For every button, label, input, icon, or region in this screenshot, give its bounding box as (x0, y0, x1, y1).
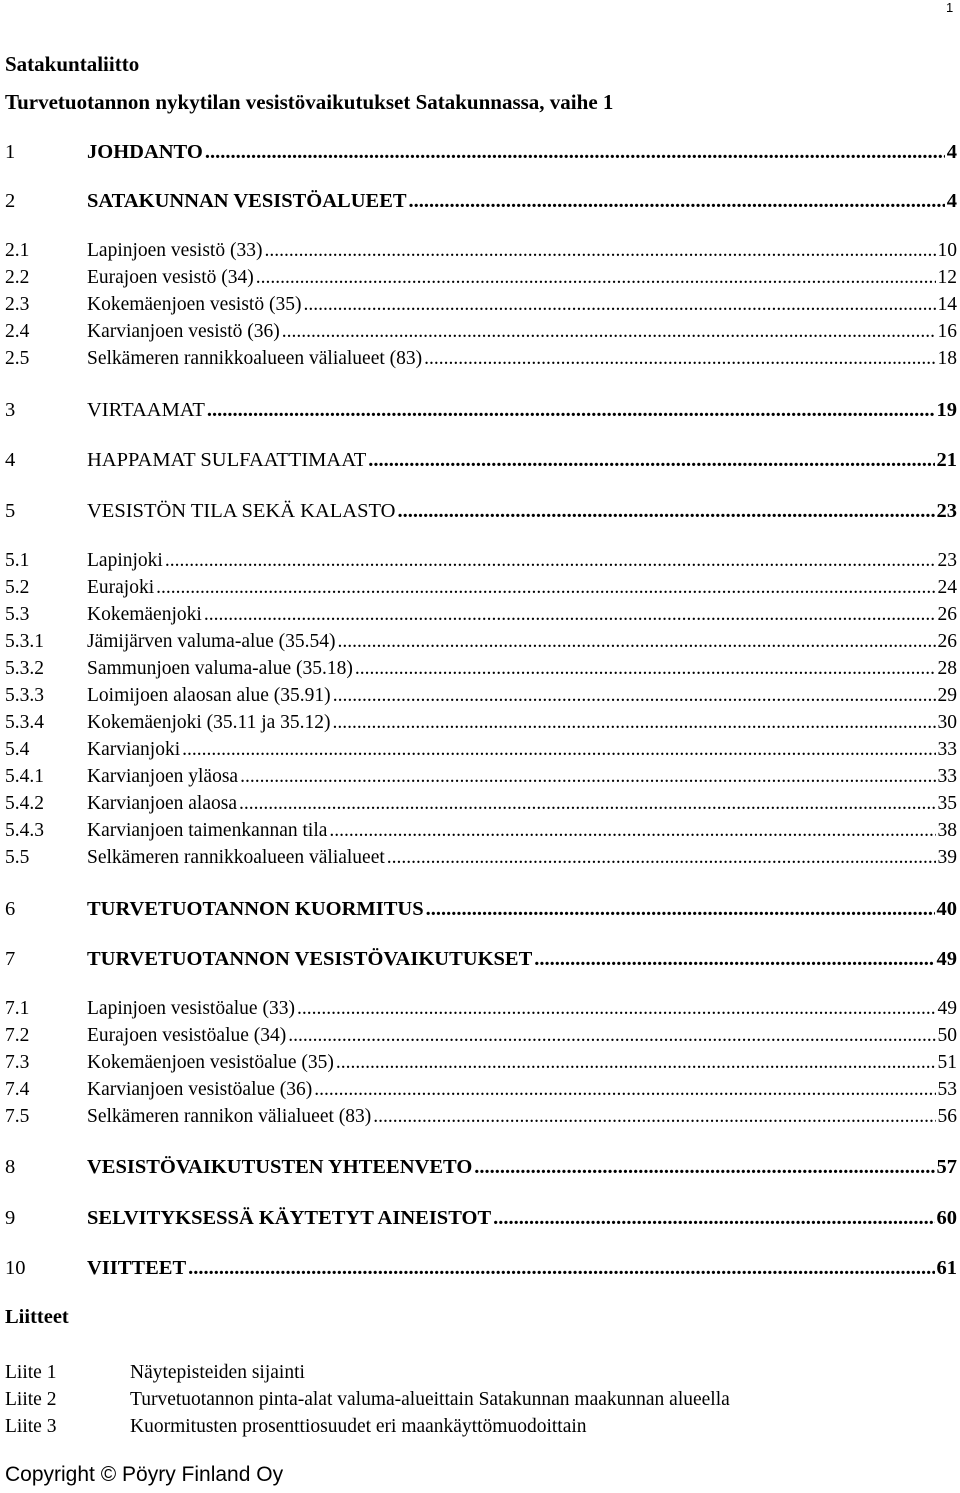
toc-page: 4 (946, 190, 957, 212)
page-number: 1 (946, 0, 954, 15)
dot-leader (165, 550, 936, 572)
dot-leader (207, 399, 935, 422)
dot-leader (387, 847, 936, 869)
toc-number: 5.5 (5, 847, 30, 868)
toc-number: 3 (5, 399, 16, 421)
report-title: Turvetuotannon nykytilan vesistövaikutukset Satakunnassa, vaihe 1 (5, 90, 614, 114)
dot-leader (397, 500, 934, 523)
toc-page: 24 (937, 577, 957, 598)
toc-number: 5.4 (5, 739, 30, 760)
toc-title: Kokemäenjoki (87, 604, 202, 625)
toc-number: 5.3 (5, 604, 30, 625)
toc-number: 2.4 (5, 321, 30, 342)
dot-leader (204, 604, 936, 626)
toc-number: 5.4.3 (5, 820, 44, 841)
dot-leader (534, 948, 934, 971)
dot-leader (424, 348, 935, 370)
toc-entry[interactable] (5, 847, 957, 873)
toc-title: Karvianjoen alaosa (87, 793, 237, 814)
dot-leader (156, 577, 935, 599)
dot-leader (205, 141, 945, 164)
toc-page: 18 (937, 348, 957, 369)
toc-entry[interactable] (5, 948, 957, 974)
toc-page: 29 (937, 685, 957, 706)
dot-leader (409, 190, 945, 213)
toc-title: Kokemäenjoen vesistöalue (35) (87, 1052, 334, 1073)
toc-title: VESISTÖN TILA SEKÄ KALASTO (87, 500, 396, 522)
toc-entry[interactable] (5, 321, 957, 347)
toc-entry[interactable] (5, 1079, 957, 1105)
toc-number: 5.3.1 (5, 631, 44, 652)
toc-page: 57 (936, 1156, 957, 1178)
toc-entry[interactable] (5, 793, 957, 819)
toc-number: 7 (5, 948, 16, 970)
toc-page: 4 (946, 141, 957, 163)
appendix-label: Liite 2 (5, 1389, 57, 1410)
toc-number: 7.5 (5, 1106, 30, 1127)
dot-leader (474, 1156, 934, 1179)
toc-title: Sammunjoen valuma-alue (35.18) (87, 658, 353, 679)
toc-entry[interactable] (5, 240, 957, 266)
toc-entry[interactable] (5, 141, 957, 167)
toc-number: 4 (5, 449, 16, 471)
toc-number: 10 (5, 1257, 26, 1279)
appendix-item[interactable] (5, 1416, 587, 1438)
toc-title: VESISTÖVAIKUTUSTEN YHTEENVETO (87, 1156, 473, 1178)
dot-leader (333, 685, 936, 707)
toc-page: 35 (937, 793, 957, 814)
toc-title: Jämijärven valuma-alue (35.54) (87, 631, 336, 652)
dot-leader (338, 631, 936, 653)
toc-entry[interactable] (5, 1156, 957, 1182)
toc-entry[interactable] (5, 348, 957, 374)
toc-number: 5.3.2 (5, 658, 44, 679)
toc-entry[interactable] (5, 820, 957, 846)
toc-title: Kokemäenjoki (35.11 ja 35.12) (87, 712, 331, 733)
dot-leader (355, 658, 936, 680)
toc-number: 2.3 (5, 294, 30, 315)
dot-leader (240, 766, 935, 788)
toc-entry[interactable] (5, 898, 957, 924)
toc-title: Kokemäenjoen vesistö (35) (87, 294, 302, 315)
dot-leader (493, 1207, 934, 1230)
toc-page: 14 (937, 294, 957, 315)
toc-title: Karvianjoen vesistö (36) (87, 321, 280, 342)
toc-page: 56 (937, 1106, 957, 1127)
toc-entry[interactable] (5, 1052, 957, 1078)
toc-title: Lapinjoen vesistö (33) (87, 240, 263, 261)
toc-number: 2.1 (5, 240, 30, 261)
toc-entry[interactable] (5, 1106, 957, 1132)
toc-entry[interactable] (5, 399, 957, 425)
toc-title: TURVETUOTANNON KUORMITUS (87, 898, 424, 920)
toc-number: 7.1 (5, 998, 30, 1019)
dot-leader (239, 793, 936, 815)
dot-leader (182, 739, 935, 761)
toc-page: 23 (936, 500, 957, 522)
toc-number: 2.2 (5, 267, 30, 288)
toc-title: Selkämeren rannikkoalueen välialueet (87, 847, 385, 868)
toc-number: 9 (5, 1207, 16, 1229)
toc-page: 49 (937, 998, 957, 1019)
toc-number: 2.5 (5, 348, 30, 369)
dot-leader (188, 1257, 934, 1280)
toc-entry[interactable] (5, 550, 957, 576)
toc-title: Loimijoen alaosan alue (35.91) (87, 685, 331, 706)
toc-title: Eurajoen vesistö (34) (87, 267, 254, 288)
toc-number: 5.1 (5, 550, 30, 571)
toc-entry[interactable] (5, 1207, 957, 1233)
toc-number: 5.4.2 (5, 793, 44, 814)
toc-entry[interactable] (5, 998, 957, 1024)
toc-title: SATAKUNNAN VESISTÖALUEET (87, 190, 407, 212)
dot-leader (303, 294, 935, 316)
toc-page: 26 (937, 604, 957, 625)
toc-number: 7.4 (5, 1079, 30, 1100)
toc-title: JOHDANTO (87, 141, 203, 163)
toc-title: TURVETUOTANNON VESISTÖVAIKUTUKSET (87, 948, 533, 970)
toc-title: HAPPAMAT SULFAATTIMAAT (87, 449, 367, 471)
toc-page: 26 (937, 631, 957, 652)
toc-number: 5.3.4 (5, 712, 44, 733)
appendix-item[interactable] (5, 1362, 305, 1384)
toc-title: Lapinjoki (87, 550, 163, 571)
appendices-heading: Liitteet (5, 1306, 69, 1328)
toc-page: 16 (937, 321, 957, 342)
toc-entry[interactable] (5, 1257, 957, 1283)
toc-page: 39 (937, 847, 957, 868)
organization-name: Satakuntaliitto (5, 52, 140, 76)
dot-leader (333, 712, 936, 734)
toc-title: SELVITYKSESSÄ KÄYTETYT AINEISTOT (87, 1207, 492, 1229)
toc-title: Eurajoen vesistöalue (34) (87, 1025, 287, 1046)
toc-page: 33 (937, 739, 957, 760)
dot-leader (256, 267, 936, 289)
toc-title: VIRTAAMAT (87, 399, 205, 421)
toc-title: Selkämeren rannikkoalueen välialueet (83) (87, 348, 423, 369)
toc-number: 5.4.1 (5, 766, 44, 787)
toc-page: 53 (937, 1079, 957, 1100)
toc-entry[interactable] (5, 190, 957, 216)
dot-leader (329, 820, 935, 842)
toc-page: 38 (937, 820, 957, 841)
toc-entry[interactable] (5, 267, 957, 293)
toc-page: 30 (937, 712, 957, 733)
toc-entry[interactable] (5, 685, 957, 711)
toc-page: 10 (937, 240, 957, 261)
dot-leader (314, 1079, 935, 1101)
toc-number: 5.2 (5, 577, 30, 598)
toc-page: 21 (936, 449, 957, 471)
toc-entry[interactable] (5, 712, 957, 738)
toc-entry[interactable] (5, 577, 957, 603)
toc-page: 19 (936, 399, 957, 421)
toc-title: Lapinjoen vesistöalue (33) (87, 998, 295, 1019)
toc-page: 61 (936, 1257, 957, 1279)
toc-page: 12 (937, 267, 957, 288)
toc-number: 1 (5, 141, 16, 163)
toc-page: 33 (937, 766, 957, 787)
dot-leader (336, 1052, 936, 1074)
toc-number: 5.3.3 (5, 685, 44, 706)
toc-entry[interactable] (5, 449, 957, 475)
toc-page: 23 (937, 550, 957, 571)
toc-number: 2 (5, 190, 16, 212)
toc-title: Eurajoki (87, 577, 155, 598)
toc-entry[interactable] (5, 766, 957, 792)
toc-entry[interactable] (5, 658, 957, 684)
toc-page: 60 (936, 1207, 957, 1229)
appendix-item[interactable] (5, 1389, 730, 1411)
copyright-notice: Copyright © Pöyry Finland Oy (5, 1463, 284, 1486)
toc-entry[interactable] (5, 294, 957, 320)
toc-title: Selkämeren rannikon välialueet (83) (87, 1106, 372, 1127)
appendix-title: Turvetuotannon pinta-alat valuma-alueittain Satakunnan maakunnan alueella (130, 1389, 730, 1410)
dot-leader (368, 449, 934, 472)
appendix-title: Kuormitusten prosenttiosuudet eri maankäyttömuodoittain (130, 1416, 587, 1437)
toc-page: 28 (937, 658, 957, 679)
toc-number: 5 (5, 500, 16, 522)
toc-page: 51 (937, 1052, 957, 1073)
dot-leader (264, 240, 935, 262)
dot-leader (282, 321, 936, 343)
dot-leader (297, 998, 936, 1020)
dot-leader (288, 1025, 935, 1047)
toc-entry[interactable] (5, 1025, 957, 1051)
toc-number: 7.3 (5, 1052, 30, 1073)
toc-entry[interactable] (5, 631, 957, 657)
toc-entry[interactable] (5, 604, 957, 630)
dot-leader (373, 1106, 935, 1128)
appendix-label: Liite 1 (5, 1362, 57, 1383)
toc-title: Karvianjoen taimenkannan tila (87, 820, 328, 841)
appendix-label: Liite 3 (5, 1416, 57, 1437)
toc-entry[interactable] (5, 739, 957, 765)
toc-page: 40 (936, 898, 957, 920)
toc-number: 7.2 (5, 1025, 30, 1046)
toc-entry[interactable] (5, 500, 957, 526)
toc-page: 49 (936, 948, 957, 970)
toc-title: Karvianjoen vesistöalue (36) (87, 1079, 313, 1100)
dot-leader (426, 898, 935, 921)
toc-title: VIITTEET (87, 1257, 187, 1279)
toc-number: 6 (5, 898, 16, 920)
toc-page: 50 (937, 1025, 957, 1046)
toc-title: Karvianjoki (87, 739, 181, 760)
toc-title: Karvianjoen yläosa (87, 766, 239, 787)
toc-number: 8 (5, 1156, 16, 1178)
appendix-title: Näytepisteiden sijainti (130, 1362, 305, 1383)
